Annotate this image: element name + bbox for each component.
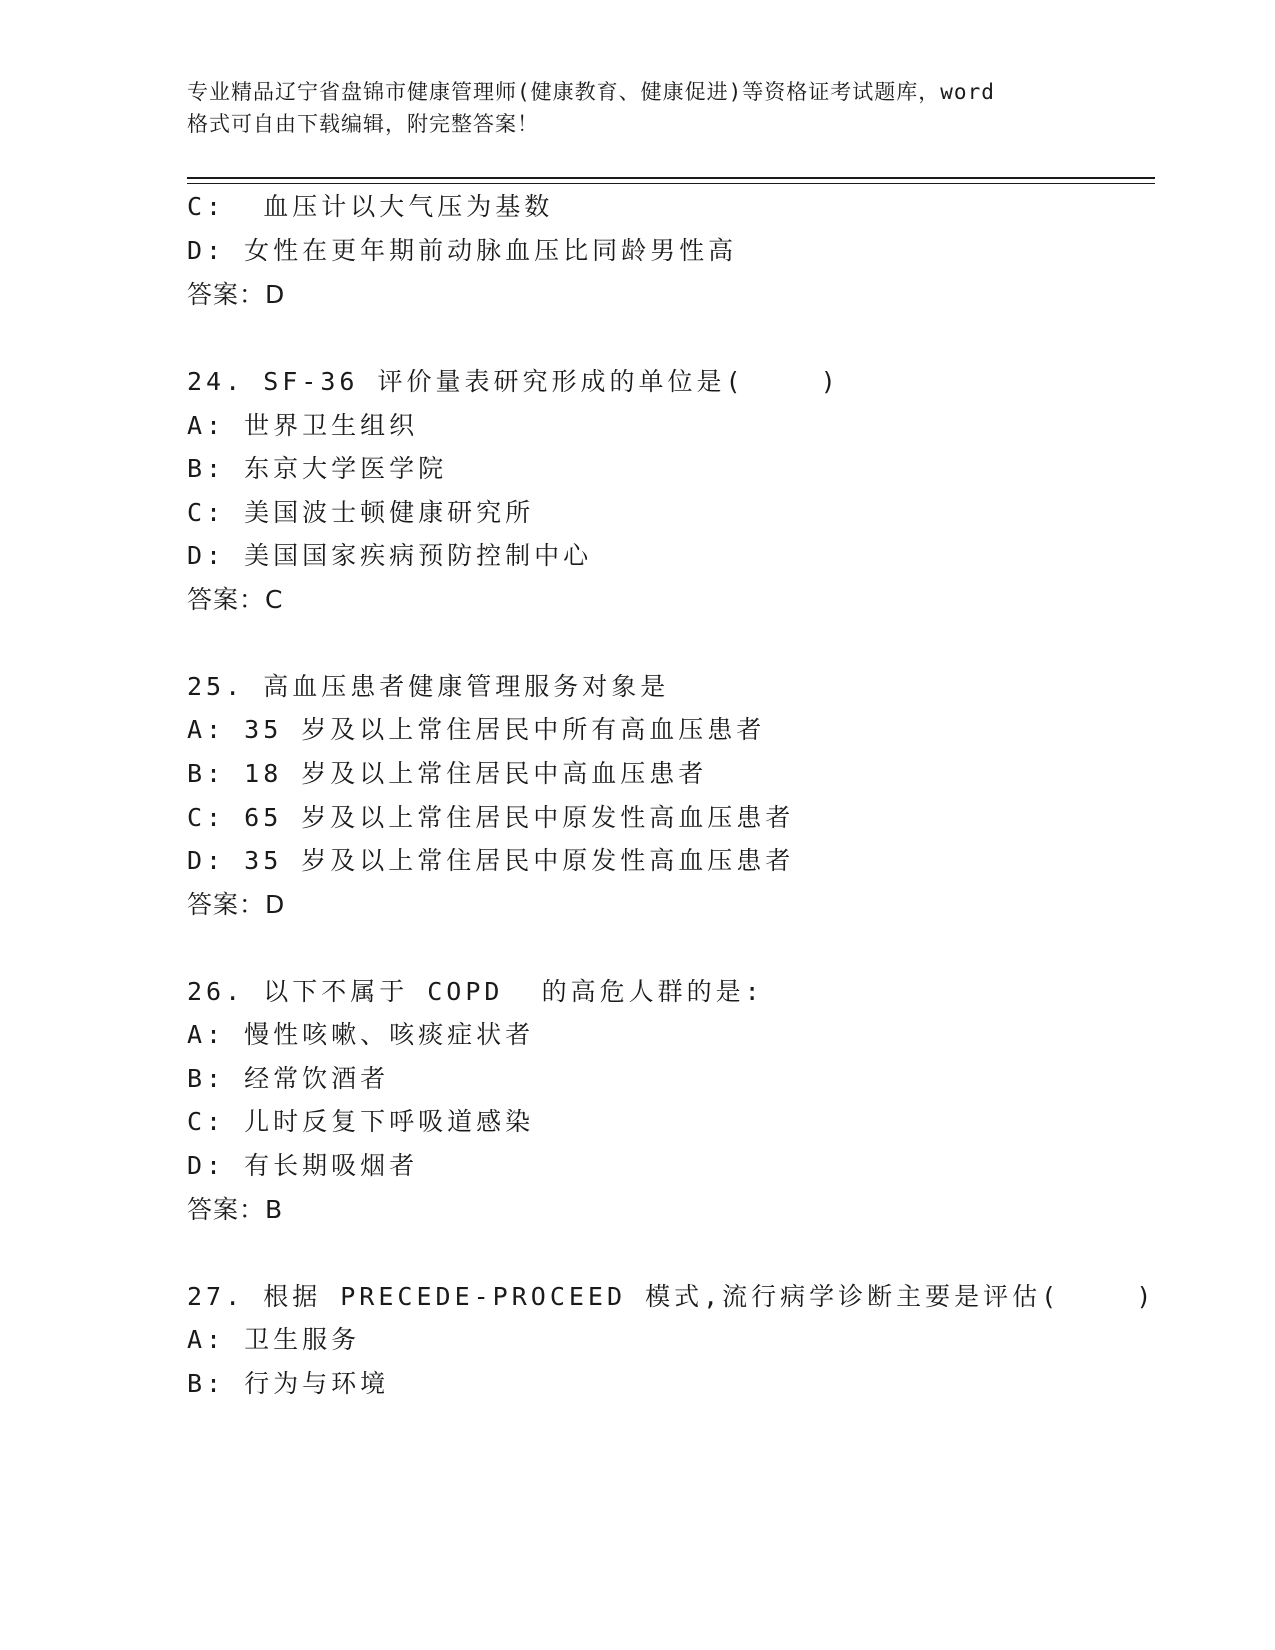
q24-option-c: C: 美国波士顿健康研究所 [187,498,535,527]
q24-answer: 答案：C [187,585,284,614]
q24-option-a: A: 世界卫生组织 [187,411,419,440]
q25-option-a: A: 35 岁及以上常住居民中所有高血压患者 [187,715,766,744]
q25-option-b: B: 18 岁及以上常住居民中高血压患者 [187,759,708,788]
q27-option-b: B: 行为与环境 [187,1369,390,1398]
q26-option-a: A: 慢性咳嗽、咳痰症状者 [187,1020,535,1049]
q24-question: 24. SF-36 评价量表研究形成的单位是( ) [187,367,840,396]
q25-answer: 答案：D [187,890,286,919]
q26-option-d: D: 有长期吸烟者 [187,1151,419,1180]
q26-option-c: C: 儿时反复下呼吸道感染 [187,1107,535,1136]
q24-option-d: D: 美国国家疾病预防控制中心 [187,541,593,570]
q26-option-b: B: 经常饮酒者 [187,1064,390,1093]
header-line-2: 格式可自由下载编辑，附完整答案！ [187,112,539,136]
q24-option-b: B: 东京大学医学院 [187,454,448,483]
q26-answer: 答案：B [187,1195,284,1224]
document-header [187,76,1087,140]
q23-option-c: C: 血压计以大气压为基数 [187,192,554,221]
header-divider-thin [187,183,1155,184]
q23-option-d: D: 女性在更年期前动脉血压比同龄男性高 [187,236,738,265]
q26-question: 26. 以下不属于 COPD 的高危人群的是: [187,977,764,1006]
header-line-1: 专业精品辽宁省盘锦市健康管理师(健康教育、健康促进)等资格证考试题库，word [187,80,995,104]
header-divider-thick [187,177,1155,179]
q25-option-c: C: 65 岁及以上常住居民中原发性高血压患者 [187,803,795,832]
q25-option-d: D: 35 岁及以上常住居民中原发性高血压患者 [187,846,795,875]
q27-question: 27. 根据 PRECEDE-PROCEED 模式,流行病学诊断主要是评估( ) [187,1282,1156,1311]
q23-answer: 答案：D [187,280,286,309]
q27-option-a: A: 卫生服务 [187,1325,361,1354]
q25-question: 25. 高血压患者健康管理服务对象是 [187,672,670,701]
